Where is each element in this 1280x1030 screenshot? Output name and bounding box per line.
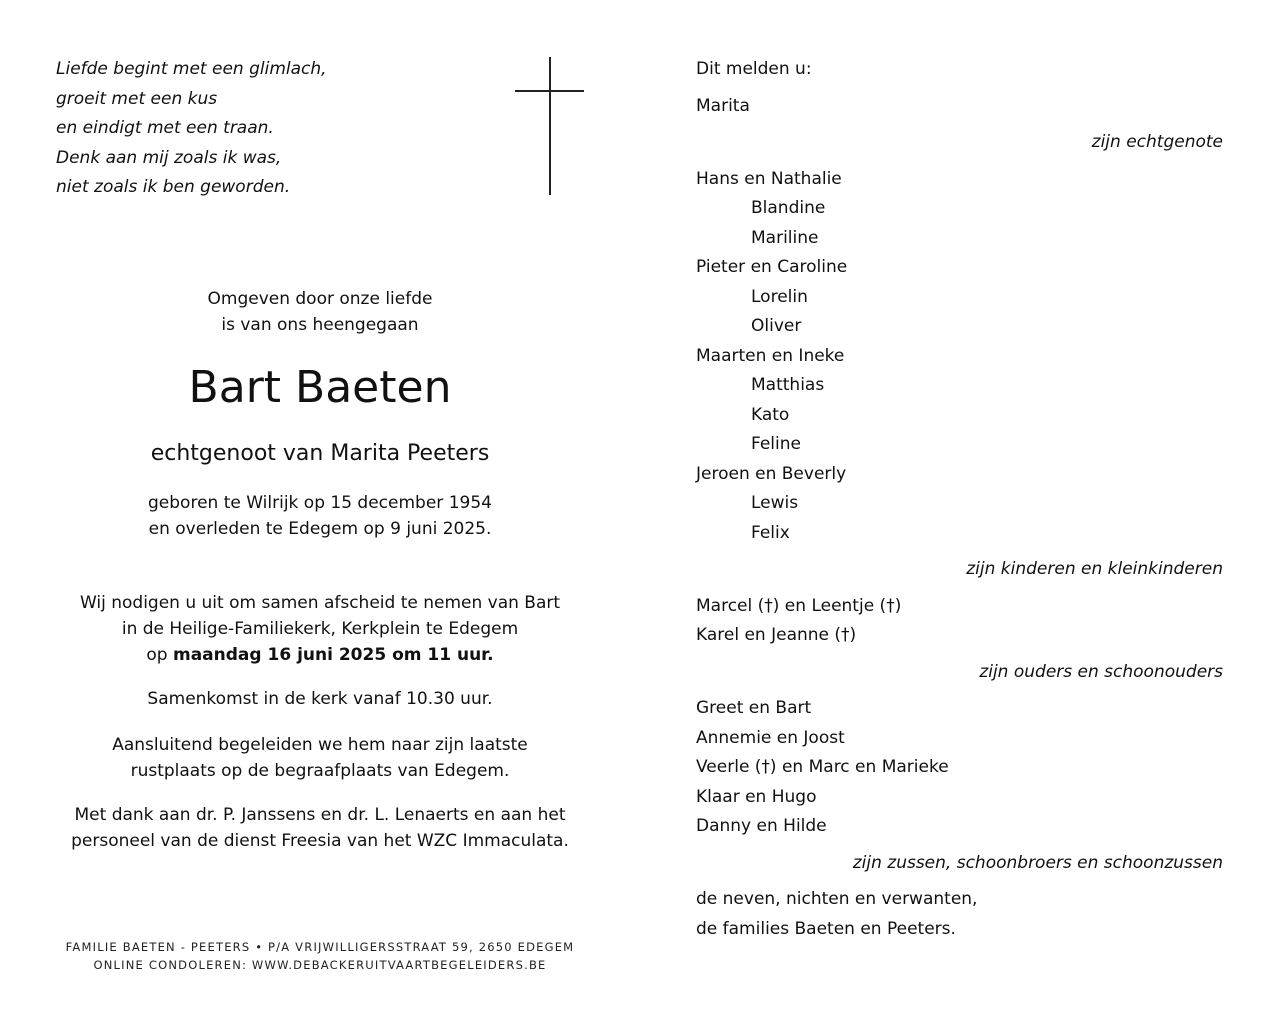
footer-condolences: ONLINE CONDOLEREN: WWW.DEBACKERUITVAARTBEGELEIDERS.BE	[93, 958, 547, 972]
thanks-line: Met dank aan dr. P. Janssens en dr. L. Lenaerts en aan het	[74, 805, 566, 825]
intro-line: is van ons heengegaan	[221, 315, 419, 335]
thanks-line: personeel van de dienst Freesia van het WZC Immaculata.	[71, 831, 569, 851]
invitation-line	[40, 642, 600, 668]
parents-line: Marcel (†) en Leentje (†)	[696, 595, 902, 616]
family-list	[696, 55, 1223, 944]
sibling-couple: Greet en Bart	[696, 698, 812, 718]
sibling-couple: Klaar en Hugo	[696, 786, 817, 807]
role-label: zijn echtgenote	[1091, 132, 1223, 152]
poem	[56, 55, 456, 203]
ceremony-datetime: maandag 16 juni 2025 om 11 uur.	[173, 645, 494, 665]
grandchild: Matthias	[751, 375, 825, 395]
child-couple: Maarten en Ineke	[696, 345, 845, 366]
birth-line: geboren te Wilrijk op 15 december 1954	[148, 493, 492, 513]
grandchild: Lorelin	[751, 286, 808, 307]
child-couple: Pieter en Caroline	[696, 257, 848, 277]
grandchild: Oliver	[751, 316, 802, 336]
grandchild: Kato	[751, 404, 790, 425]
grandchild: Mariline	[751, 227, 819, 248]
poem-line: Liefde begint met een glimlach,	[56, 59, 327, 79]
child-couple: Hans en Nathalie	[696, 168, 842, 189]
role-label: zijn zussen, schoonbroers en schoonzussen	[852, 852, 1223, 873]
grandchild: Lewis	[751, 493, 799, 513]
grandchild: Feline	[751, 434, 801, 454]
spouse-line: echtgenoot van Marita Peeters	[150, 441, 490, 466]
intro	[70, 286, 570, 338]
footer	[40, 938, 600, 974]
cross-icon	[549, 57, 551, 195]
poem-line: niet zoals ik ben geworden.	[56, 177, 291, 197]
thanks	[40, 802, 600, 854]
burial-line: rustplaats op de begraafplaats van Edegem.	[130, 761, 510, 781]
burial	[40, 732, 600, 784]
intro-line: Omgeven door onze liefde	[207, 289, 433, 309]
role-label: zijn kinderen en kleinkinderen	[966, 559, 1223, 579]
sibling-couple: Annemie en Joost	[696, 727, 845, 748]
role-label: zijn ouders en schoonouders	[979, 661, 1223, 682]
death-line: en overleden te Edegem op 9 juni 2025.	[148, 519, 492, 539]
invitation	[40, 590, 600, 668]
announce-line: Dit melden u:	[696, 59, 812, 79]
sibling-couple: Veerle (†) en Marc en Marieke	[696, 757, 949, 777]
spouse-name: Marita	[696, 95, 750, 116]
gathering: Samenkomst in de kerk vanaf 10.30 uur.	[147, 689, 493, 709]
parents-line: Karel en Jeanne (†)	[696, 625, 857, 645]
invitation-prefix: op	[146, 645, 173, 665]
grandchild: Felix	[751, 522, 790, 543]
cross-icon-bar	[515, 90, 584, 92]
closing-line: de families Baeten en Peeters.	[696, 918, 956, 939]
child-couple: Jeroen en Beverly	[696, 463, 847, 484]
deceased-name: Bart Baeten	[188, 362, 452, 413]
poem-line: en eindigt met een traan.	[56, 118, 274, 138]
closing-line: de neven, nichten en verwanten,	[696, 889, 978, 909]
invitation-line: in de Heilige-Familiekerk, Kerkplein te Edegem	[121, 619, 519, 639]
burial-line: Aansluitend begeleiden we hem naar zijn laatste	[112, 735, 528, 755]
footer-address: FAMILIE BAETEN - PEETERS • P/A VRIJWILLIGERSSTRAAT 59, 2650 EDEGEM	[65, 940, 575, 954]
poem-line: groeit met een kus	[56, 88, 218, 109]
birth-death-dates	[70, 490, 570, 542]
sibling-couple: Danny en Hilde	[696, 816, 827, 836]
grandchild: Blandine	[751, 198, 826, 218]
invitation-line: Wij nodigen u uit om samen afscheid te nemen van Bart	[79, 593, 561, 613]
poem-line: Denk aan mij zoals ik was,	[56, 147, 282, 168]
